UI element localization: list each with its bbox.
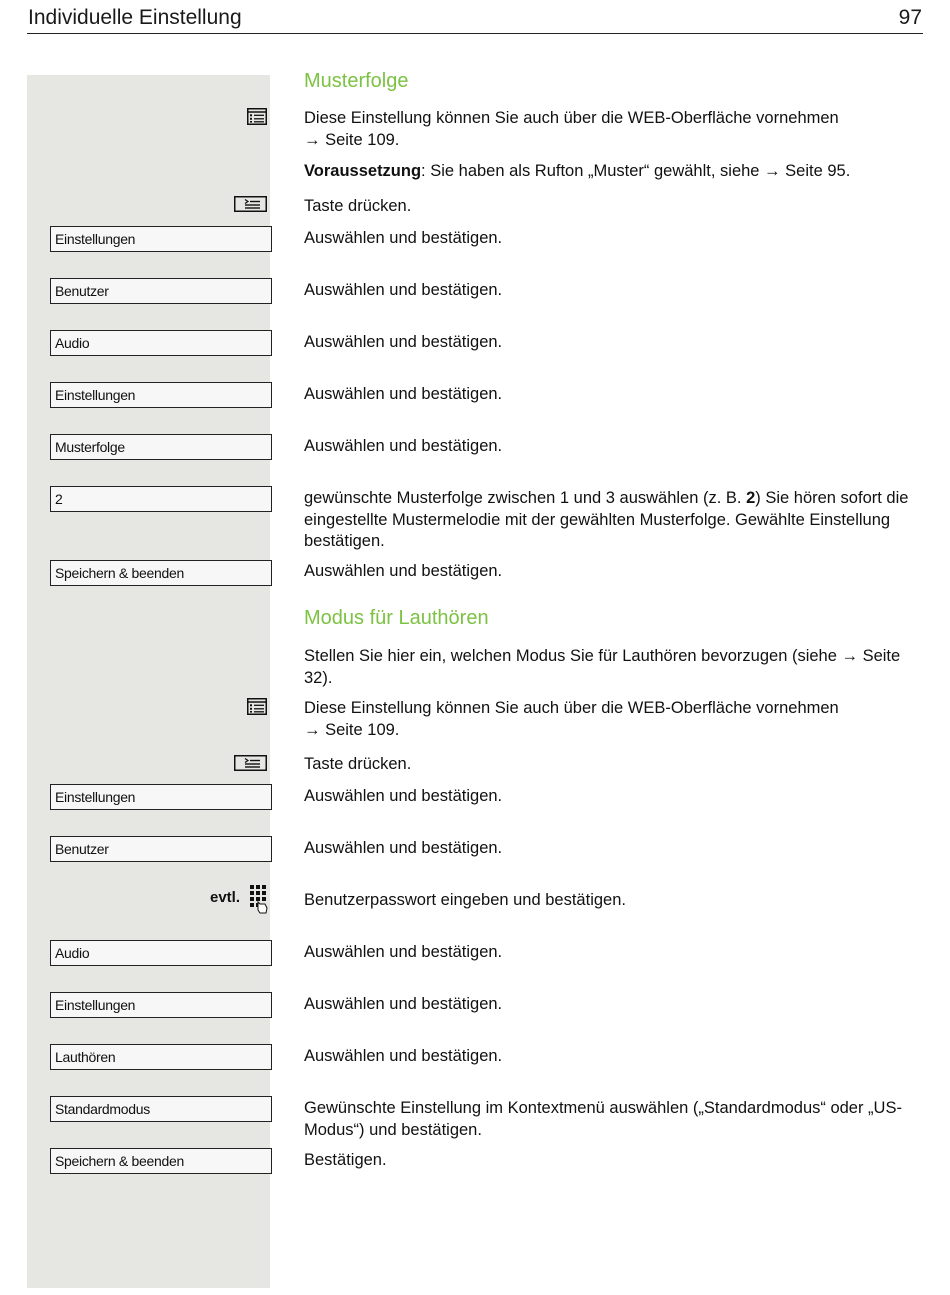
password-text: Benutzerpasswort eingeben und bestätigen. <box>304 891 626 909</box>
menu-item-einstellungen[interactable]: Einstellungen <box>50 784 272 810</box>
musterfolge-web-note: Diese Einstellung können Sie auch über die WEB-Oberfläche vornehmen → Seite 109. <box>304 109 839 149</box>
menu-item-speichern-beenden[interactable]: Speichern & beenden <box>50 560 272 586</box>
header-divider <box>27 33 923 34</box>
menu-key-icon <box>234 196 267 212</box>
step-text: Auswählen und bestätigen. <box>304 281 503 299</box>
musterfolge-value-text: gewünschte Musterfolge zwischen 1 und 3 auswählen (z. B. 2) Sie hören sofort die eingestellte Mustermelodie mit der gewählten Musterfolge. Gewählte Einstellung bestätigen. <box>304 489 909 550</box>
step-text: Auswählen und bestätigen. <box>304 1047 503 1065</box>
section-title-musterfolge: Musterfolge <box>304 70 409 92</box>
section-title-lauthoeren: Modus für Lauthören <box>304 607 489 629</box>
menu-item-einstellungen-2[interactable]: Einstellungen <box>50 992 272 1018</box>
menu-item-benutzer[interactable]: Benutzer <box>50 278 272 304</box>
menu-item-speichern-beenden[interactable]: Speichern & beenden <box>50 1148 272 1174</box>
step-text: Auswählen und bestätigen. <box>304 995 503 1013</box>
menu-item-audio[interactable]: Audio <box>50 330 272 356</box>
step-text: Auswählen und bestätigen. <box>304 229 503 247</box>
lauthoeren-web-note: Diese Einstellung können Sie auch über die WEB-Oberfläche vornehmen → Seite 109. <box>304 699 839 739</box>
page-number: 97 <box>898 6 922 29</box>
keypad-icon <box>249 884 269 914</box>
menu-item-audio[interactable]: Audio <box>50 940 272 966</box>
step-text: Auswählen und bestätigen. <box>304 839 503 857</box>
evtl-label: evtl. <box>210 889 241 906</box>
page-header-title: Individuelle Einstellung <box>28 6 242 29</box>
step-text: Auswählen und bestätigen. <box>304 437 503 455</box>
menu-item-einstellungen[interactable]: Einstellungen <box>50 226 272 252</box>
web-interface-icon <box>247 698 267 715</box>
step-text: Auswählen und bestätigen. <box>304 333 503 351</box>
menu-item-einstellungen-2[interactable]: Einstellungen <box>50 382 272 408</box>
mode-text: Gewünschte Einstellung im Kontextmenü auswählen („Standardmodus“ oder „US-Modus“) und bestätigen. <box>304 1099 902 1139</box>
step-text: Auswählen und bestätigen. <box>304 385 503 403</box>
menu-key-icon <box>234 755 267 771</box>
menu-item-benutzer[interactable]: Benutzer <box>50 836 272 862</box>
menu-item-standardmodus[interactable]: Standardmodus <box>50 1096 272 1122</box>
web-interface-icon <box>247 108 267 125</box>
lauthoeren-intro: Stellen Sie hier ein, welchen Modus Sie für Lauthören bevorzugen (siehe → Seite 32). <box>304 647 901 687</box>
musterfolge-key-press: Taste drücken. <box>304 197 412 215</box>
step-text: Auswählen und bestätigen. <box>304 943 503 961</box>
menu-item-lauthoeren[interactable]: Lauthören <box>50 1044 272 1070</box>
lauthoeren-key-press: Taste drücken. <box>304 755 412 773</box>
step-text: Auswählen und bestätigen. <box>304 562 503 580</box>
save-text: Bestätigen. <box>304 1151 387 1169</box>
menu-item-musterfolge[interactable]: Musterfolge <box>50 434 272 460</box>
musterfolge-prerequisite: Voraussetzung: Sie haben als Rufton „Muster“ gewählt, siehe → Seite 95. <box>304 162 851 180</box>
menu-item-value-2[interactable]: 2 <box>50 486 272 512</box>
step-text: Auswählen und bestätigen. <box>304 787 503 805</box>
